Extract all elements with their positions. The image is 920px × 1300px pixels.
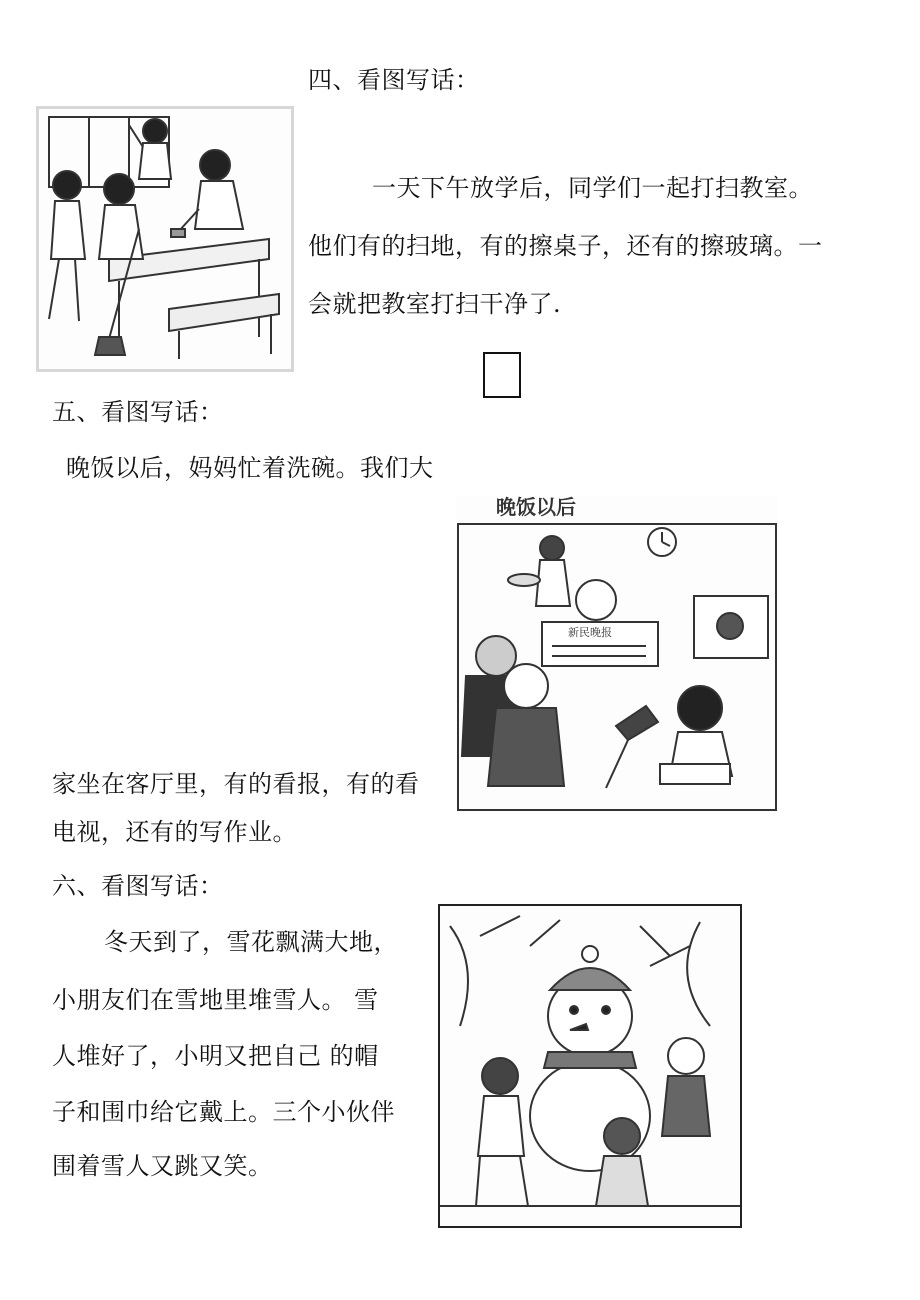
section6-line-1: 冬天到了，雪花飘满大地， — [104, 928, 398, 956]
tree-branch — [450, 926, 468, 1026]
snowman-children-illustration — [438, 904, 742, 1228]
broom-head — [95, 337, 125, 355]
classroom-cleaning-drawing — [39, 109, 291, 369]
snowman-body — [530, 1061, 650, 1171]
section4-line-2: 他们有的扫地，有的擦桌子，还有的擦玻璃。一 — [308, 232, 823, 260]
snowman-hat — [550, 968, 630, 990]
section6-heading: 六、看图写话： — [52, 872, 224, 900]
section5-heading: 五、看图写话： — [52, 398, 224, 426]
section5-line-1: 晚饭以后，妈妈忙着洗碗。我们大 — [66, 454, 434, 482]
classroom-cleaning-illustration — [36, 106, 294, 372]
newspaper-masthead: 新民晚报 — [568, 626, 612, 639]
section5-line-2: 家坐在客厅里，有的看报，有的看 — [52, 770, 420, 798]
answer-checkbox[interactable] — [483, 352, 521, 398]
section6-line-3: 人堆好了，小明又把自己 的帽 — [52, 1042, 379, 1070]
section5-line-3: 电视，还有的写作业。 — [52, 818, 297, 846]
cleaning-rag — [171, 229, 185, 237]
image-caption: 晚饭以后 — [496, 496, 576, 519]
snowman-drawing — [440, 906, 740, 1226]
family-evening-drawing — [456, 496, 778, 812]
family-evening-illustration — [456, 496, 778, 812]
dish-bowl — [508, 574, 540, 586]
section4-line-3: 会就把教室打扫干净了. — [308, 290, 562, 318]
section6-line-4: 子和围巾给它戴上。三个小伙伴 — [52, 1098, 395, 1126]
snowman-scarf — [544, 1052, 636, 1068]
section4-line-1: 一天下午放学后，同学们一起打扫教室。 — [372, 174, 813, 202]
section4-heading: 四、看图写话： — [308, 66, 480, 94]
section6-line-2: 小朋友们在雪地里堆雪人。 雪 — [52, 986, 379, 1014]
homework-book — [660, 764, 730, 784]
section6-line-5: 围着雪人又跳又笑。 — [52, 1152, 273, 1180]
desk-lamp — [616, 706, 658, 740]
